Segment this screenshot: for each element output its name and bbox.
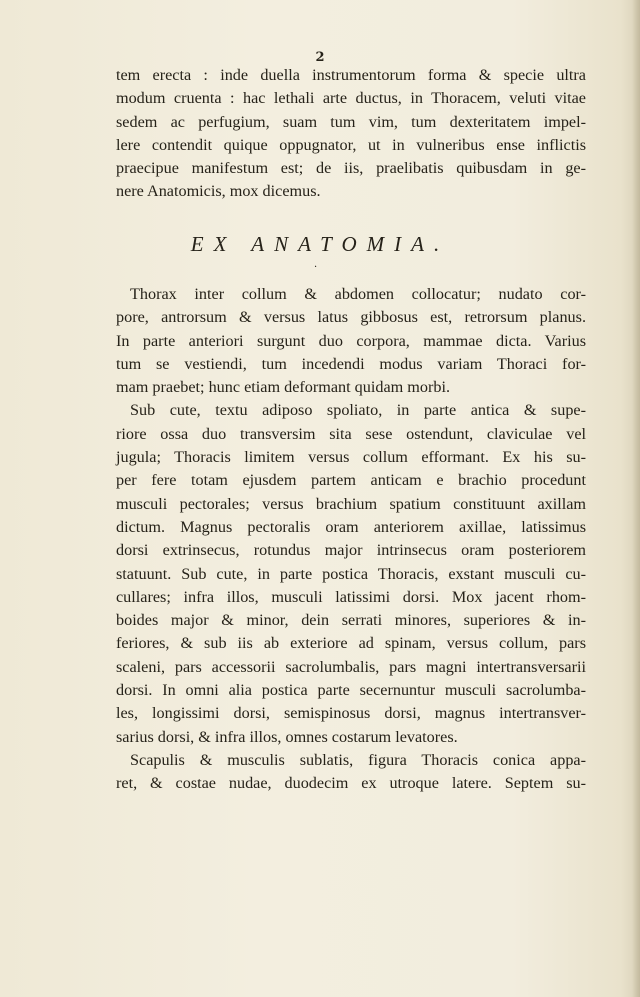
section-heading: EX ANATOMIA. xyxy=(190,232,450,256)
ink-mark: · xyxy=(314,262,318,273)
text-line: les, longissimi dorsi, semispinosus dorsi, magnus intertransver- xyxy=(116,704,586,723)
intro-paragraph xyxy=(116,64,586,204)
text-line: ret, & costae nudae, duodecim ex utroque latere. Septem su- xyxy=(116,774,586,793)
body-text xyxy=(116,283,586,796)
text-line: nere Anatomicis, mox dicemus. xyxy=(116,182,321,201)
paragraph-scapulae xyxy=(116,749,586,796)
text-line: cullares; infra illos, musculi latissimi dorsi. Mox jacent rhom- xyxy=(116,587,586,606)
text-line: sedem ac perfugium, suam tum vim, tum dexteritatem impel- xyxy=(116,112,586,131)
text-line: riore ossa duo transversim sita sese ostendunt, claviculae vel xyxy=(116,424,586,443)
paragraph-thorax xyxy=(116,283,586,399)
text-line: Sub cute, textu adiposo spoliato, in parte antica & supe- xyxy=(130,401,586,420)
text-line: dorsi. In omni alia postica parte secernuntur musculi sacrolumba- xyxy=(116,681,586,700)
text-line: Scapulis & musculis sublatis, figura Thoracis conica appa- xyxy=(130,750,586,769)
text-line: mam praebet; hunc etiam deformant quidam morbi. xyxy=(116,378,450,397)
text-line: scaleni, pars accessorii sacrolumbalis, pars magni intertransversarii xyxy=(116,657,586,676)
text-line: dictum. Magnus pectoralis oram anteriorem axillae, latissimus xyxy=(116,517,586,536)
text-line: sarius dorsi, & infra illos, omnes costarum levatores. xyxy=(116,727,458,746)
text-line: In parte anteriori surgunt duo corpora, mammae dicta. Varius xyxy=(116,331,586,350)
text-line: modum cruenta : hac lethali arte ductus, in Thoracem, veluti vitae xyxy=(116,89,586,108)
text-line: Thorax inter collum & abdomen collocatur; nudato cor- xyxy=(130,285,586,303)
text-line: jugula; Thoracis limitem versus collum efformant. Ex his su- xyxy=(116,448,586,467)
page-edge-shadow xyxy=(632,0,640,997)
text-line: boides major & minor, dein serrati minores, superiores & in- xyxy=(116,611,586,630)
paragraph-muscles xyxy=(116,399,586,748)
page-number: 2 xyxy=(315,50,325,65)
text-line: statuunt. Sub cute, in parte postica Thoracis, exstant musculi cu- xyxy=(116,564,586,583)
text-line: lere contendit quique oppugnator, ut in vulneribus ense inflictis xyxy=(116,135,586,154)
text-line: pore, antrorsum & versus latus gibbosus est, retrorsum planus. xyxy=(116,308,586,327)
text-line: per fere totam ejusdem partem anticam e brachio procedunt xyxy=(116,471,586,490)
text-line: praecipue manifestum est; de iis, praelibatis quibusdam in ge- xyxy=(116,159,586,178)
text-line: tum se vestiendi, tum incedendi modus variam Thoraci for- xyxy=(116,354,586,373)
text-line: musculi pectorales; versus brachium spatium constituunt axillam xyxy=(116,494,586,513)
text-line: dorsi extrinsecus, rotundus major intrinsecus oram posteriorem xyxy=(116,541,586,560)
text-line: tem erecta : inde duella instrumentorum forma & specie ultra xyxy=(116,66,586,84)
text-line: feriores, & sub iis ab exteriore ad spinam, versus collum, pars xyxy=(116,634,586,653)
